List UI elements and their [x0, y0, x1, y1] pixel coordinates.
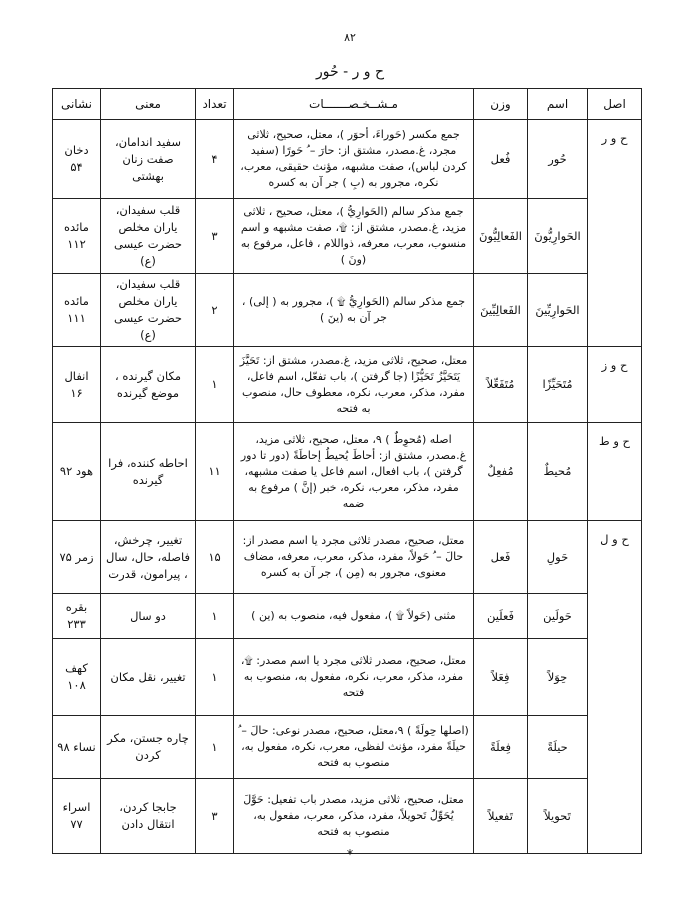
- header-mani: معنی: [101, 89, 196, 120]
- cell-vazn: فُعل: [474, 120, 528, 199]
- cell-mani: تغيير، نقل مكان: [101, 639, 196, 716]
- cell-asl: ح و ر: [588, 120, 642, 347]
- cell-moshakhasat: معتل، صحيح، ثلاثى مزيد، مصدر باب تفعيل: حَوَّلَ يُحَوِّلُ تَحويلاً، مفرد، مذكر، معرب، مفعول به، منصوب به فتحه: [234, 779, 474, 854]
- header-tedad: تعداد: [196, 89, 234, 120]
- header-esm: اسم: [528, 89, 588, 120]
- table-row: [53, 347, 642, 423]
- cell-asl: ح و ز: [588, 347, 642, 423]
- header-asl: اصل: [588, 89, 642, 120]
- cell-vazn: الفَعالِيُّونَ: [474, 199, 528, 274]
- cell-vazn: مُتَفَعِّلاً: [474, 347, 528, 423]
- cell-moshakhasat: معتل، صحيح، مصدر ثلاثى مجرد يا اسم مصدر: ۩، مفرد، مذكر، معرب، نكره، مفعول به، منصوب به فتحه: [234, 639, 474, 716]
- cell-vazn: تَفعيلاً: [474, 779, 528, 854]
- cell-mani: دو سال: [101, 594, 196, 639]
- cell-neshani: انفال ۱۶: [53, 347, 101, 423]
- cell-esm: تَحويلاً: [528, 779, 588, 854]
- cell-esm: حيلَةً: [528, 716, 588, 779]
- table-row: [53, 716, 642, 779]
- cell-esm: حِوَلاً: [528, 639, 588, 716]
- cell-tedad: ۴: [196, 120, 234, 199]
- cell-mani: چاره جستن، مكر كردن: [101, 716, 196, 779]
- cell-vazn: فِعلَةً: [474, 716, 528, 779]
- footer-mark: *: [346, 848, 354, 863]
- cell-neshani: اسراء ۷۷: [53, 779, 101, 854]
- cell-moshakhasat: (اصلها حِولَةً ) ۹،معتل، صحيح، مصدر نوعى: حالَ – ُ حيلَةً مفرد، مؤنث لفظى، معرب، نكره، مفعول به، منصوب به فتحه: [234, 716, 474, 779]
- cell-neshani: بقره ۲۳۳: [53, 594, 101, 639]
- table-row: [53, 594, 642, 639]
- cell-moshakhasat: جمع مذكر سالم (الحَوارِيُّ )، معتل، صحيح ، ثلاثى مزيد، غ.مصدر، مشتق از: ۩، صفت مشبهه و اسم منسوب، معرب، معرفه، ذواللام ، فاعل، مرفوع به (ونَ ): [234, 199, 474, 274]
- table-row: [53, 274, 642, 347]
- cell-mani: قلب سفيدان، ياران مخلص حضرت عيسى (ع): [101, 274, 196, 347]
- cell-tedad: ۱: [196, 594, 234, 639]
- header-moshakhasat: مـشــخـصـــــــات: [234, 89, 474, 120]
- table-row: [53, 423, 642, 521]
- cell-moshakhasat: جمع مكسر (حَوراءَ، أحوَر )، معتل، صحيح، ثلاثى مجرد، غ.مصدر، مشتق از: حارَ – ُ حَورًا (سفيد كردن لباس)، صفت مشبهه، مؤنث حقيقى، معرب، نكره، مجرور به (بِ ) جر آن به كسره: [234, 120, 474, 199]
- cell-tedad: ۱: [196, 347, 234, 423]
- cell-mani: مكان گيرنده ، موضع گيرنده: [101, 347, 196, 423]
- cell-vazn: مُفعِلٌ: [474, 423, 528, 521]
- header-neshani: نشانی: [53, 89, 101, 120]
- cell-mani: سفيد اندامان، صفت زنان بهشتى: [101, 120, 196, 199]
- cell-neshani: زمر ۷۵: [53, 521, 101, 594]
- cell-vazn: فِعَلاً: [474, 639, 528, 716]
- cell-tedad: ۲: [196, 274, 234, 347]
- cell-mani: جابجا كردن، انتقال دادن: [101, 779, 196, 854]
- cell-tedad: ۳: [196, 199, 234, 274]
- cell-neshani: مائده ۱۱۱: [53, 274, 101, 347]
- cell-esm: مُحيطٌ: [528, 423, 588, 521]
- cell-tedad: ۱: [196, 716, 234, 779]
- cell-tedad: ۱۱: [196, 423, 234, 521]
- cell-neshani: دخان ۵۴: [53, 120, 101, 199]
- cell-moshakhasat: اصله (مُحوِطٌ ) ۹، معتل، صحيح، ثلاثى مزيد، غ.مصدر، مشتق از: أحاطَ يُحيطُ إحاطَةً (دور تا دور گرفتن )، باب افعال، اسم فاعل يا صفت مشبهه، مفرد، مذكر، معرب، نكره، خبر (إنَّ ) مرفوع به ضمه: [234, 423, 474, 521]
- cell-moshakhasat: مثنى (حَولاً ۩ )، مفعول فيه، منصوب به (ين ): [234, 594, 474, 639]
- cell-mani: تغيير، چرخش، فاصله، حال، سال ، پيرامون، قدرت: [101, 521, 196, 594]
- cell-esm: الحَوارِيِّينَ: [528, 274, 588, 347]
- cell-asl: ح و ل: [588, 521, 642, 854]
- cell-mani: احاطه كننده، فرا گيرنده: [101, 423, 196, 521]
- cell-esm: مُتَحَيِّزًا: [528, 347, 588, 423]
- table-row: [53, 521, 642, 594]
- cell-esm: حُور: [528, 120, 588, 199]
- cell-tedad: ۱: [196, 639, 234, 716]
- cell-mani: قلب سفيدان، ياران مخلص حضرت عيسى (ع): [101, 199, 196, 274]
- cell-neshani: هود ۹۲: [53, 423, 101, 521]
- cell-moshakhasat: معتل، صحيح، ثلاثى مزيد، غ.مصدر، مشتق از: تَحَيَّزَ يَتَحَيَّزُ تَحَيُّزًا (جا گرفتن )، باب تفعّل، اسم فاعل، مفرد، مذكر، معرب، نكره، معطوف حال، منصوب به فتحه: [234, 347, 474, 423]
- cell-neshani: نساء ۹۸: [53, 716, 101, 779]
- word-table: [52, 88, 642, 854]
- cell-vazn: الفَعالِيِّينَ: [474, 274, 528, 347]
- table-row: [53, 779, 642, 854]
- page-number: ۸۲: [344, 31, 356, 44]
- header-vazn: وزن: [474, 89, 528, 120]
- table-row: [53, 120, 642, 199]
- cell-asl: ح و ط: [588, 423, 642, 521]
- cell-tedad: ۱۵: [196, 521, 234, 594]
- cell-neshani: مائده ۱۱۲: [53, 199, 101, 274]
- cell-vazn: فَعلَين: [474, 594, 528, 639]
- page-title: ح و ر - حُور: [315, 64, 385, 80]
- cell-moshakhasat: معتل، صحيح، مصدر ثلاثى مجرد يا اسم مصدر از: حالَ – ُ حَولاً، مفرد، مذكر، معرب، معرفه، مضاف معنوى، مجرور به (مِن )، جر آن به كسره: [234, 521, 474, 594]
- table-row: [53, 639, 642, 716]
- cell-esm: حَولَين: [528, 594, 588, 639]
- cell-esm: الحَوارِيُّونَ: [528, 199, 588, 274]
- cell-tedad: ۳: [196, 779, 234, 854]
- cell-moshakhasat: جمع مذكر سالم (الحَوارِيُّ ۩ )، مجرور به ( إلى) ، جر آن به (ينَ ): [234, 274, 474, 347]
- cell-esm: حَولِ: [528, 521, 588, 594]
- cell-neshani: كهف ۱۰۸: [53, 639, 101, 716]
- cell-vazn: فَعل: [474, 521, 528, 594]
- table-header-row: [53, 89, 642, 120]
- table-row: [53, 199, 642, 274]
